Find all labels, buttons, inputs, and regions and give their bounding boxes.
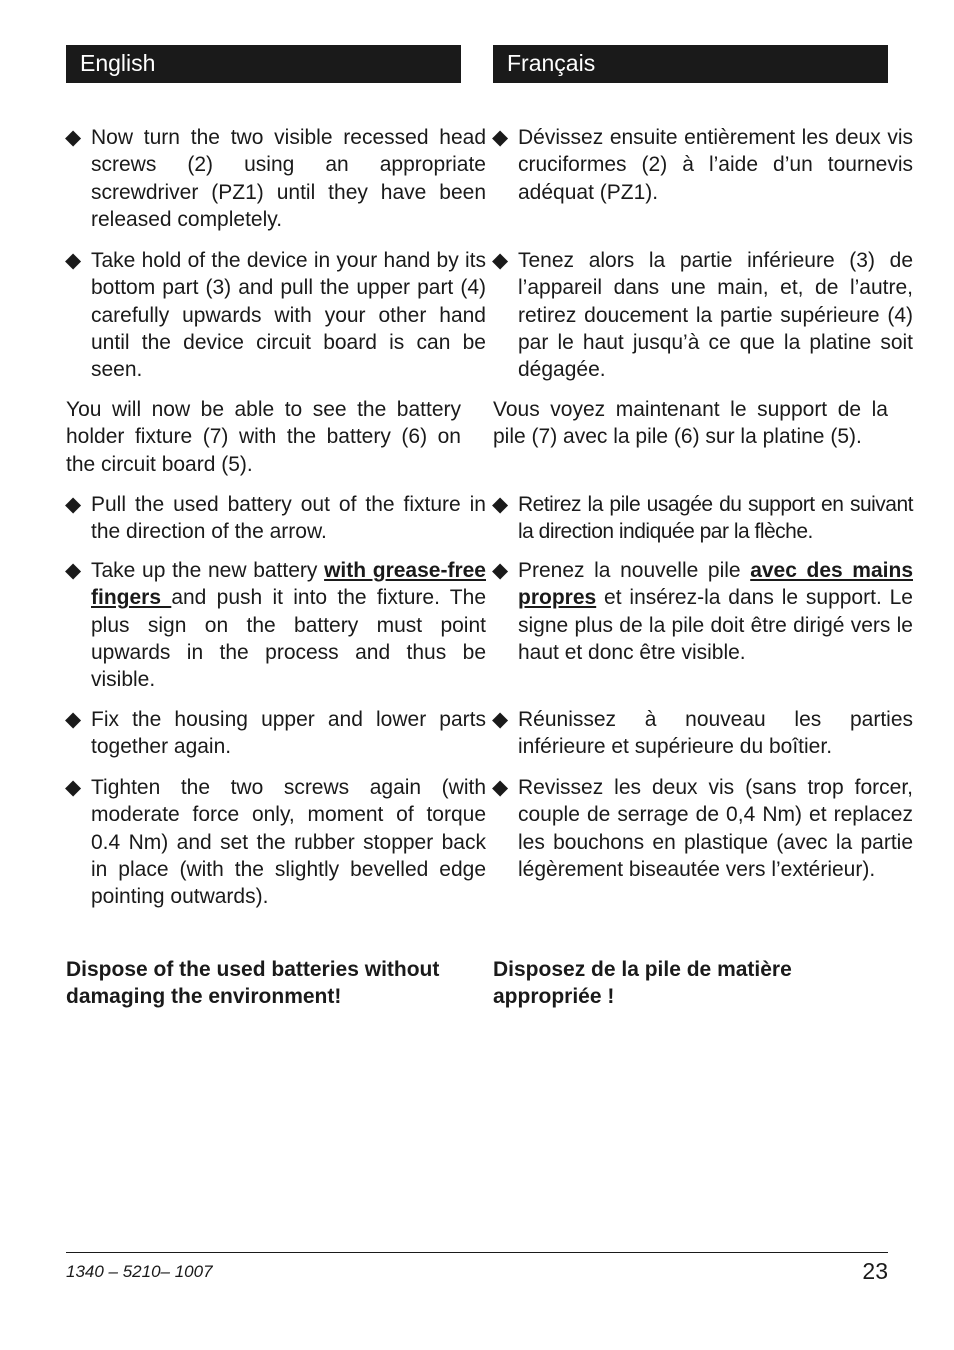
english-disposal-warning: Dispose of the used batteries without damaging the environment! <box>66 958 440 1009</box>
english-step-open-text: Take hold of the device in your hand by its bottom part (3) and pull the upper part (4) carefully upwards with your other hand until the device circuit board is can be seen. <box>91 249 486 382</box>
english-step-fix-housing <box>66 706 486 761</box>
french-column <box>492 45 913 1009</box>
footer-divider <box>66 1252 888 1253</box>
diamond-bullet-icon: ◆ <box>492 249 509 272</box>
french-step-fix-housing-text: Réunissez à nouveau les parties inférieure et supérieure du boîtier. <box>518 708 913 759</box>
french-disposal-warning: Disposez de la pile de matière appropriée ! <box>493 958 792 1009</box>
english-step-insert-post: and push it into the fixture. The plus sign on the battery must point upwards in the process and thus be visible. <box>91 586 486 692</box>
english-step-tighten-text: Tighten the two screws again (with moderate force only, moment of torque 0.4 Nm) and set the rubber stopper back in place (with the slightly bevelled edge pointing outwards). <box>91 776 486 909</box>
french-step-tighten <box>493 774 913 883</box>
english-header: English <box>66 45 461 83</box>
french-header: Français <box>493 45 888 83</box>
french-step-remove <box>493 491 913 546</box>
english-step-fix-housing-text: Fix the housing upper and lower parts together again. <box>91 708 486 759</box>
english-grease-free-emphasis: with grease-free fingers <box>91 559 486 610</box>
french-step-tighten-text: Revissez les deux vis (sans trop forcer, couple de serrage de 0,4 Nm) et replacez les bouchons en plastique (avec la partie légèrement biseautée vers l’extérieur). <box>518 776 913 881</box>
french-step-insert-post: et insérez-la dans le support. Le signe plus de la pile doit être dirigé vers le haut et donc être visible. <box>518 586 913 664</box>
english-step-insert <box>66 557 486 693</box>
english-step-tighten <box>66 774 486 910</box>
french-step-unscrew-text: Dévissez ensuite entièrement les deux vis cruciformes (2) à l’aide d’un tournevis adéquat (PZ1). <box>518 126 913 204</box>
diamond-bullet-icon: ◆ <box>65 493 82 516</box>
french-step-remove-text: Retirez la pile usagée du support en suivant la direction indiquée par la flèche. <box>518 493 913 544</box>
english-info-paragraph: You will now be able to see the battery holder fixture (7) with the battery (6) on the circuit board (5). <box>66 398 461 476</box>
english-step-remove-text: Pull the used battery out of the fixture in the direction of the arrow. <box>91 493 486 544</box>
page-number: 23 <box>862 1258 888 1284</box>
english-step-unscrew-text: Now turn the two visible recessed head screws (2) using an appropriate screwdriver (PZ1) until they have been released completely. <box>91 126 486 231</box>
english-step-unscrew <box>66 124 486 233</box>
diamond-bullet-icon: ◆ <box>65 559 82 582</box>
document-code: 1340 – 5210– 1007 <box>66 1262 213 1281</box>
french-step-unscrew <box>493 124 913 206</box>
english-step-insert-pre: Take up the new battery <box>91 559 325 582</box>
diamond-bullet-icon: ◆ <box>492 776 509 799</box>
diamond-bullet-icon: ◆ <box>65 126 82 149</box>
diamond-bullet-icon: ◆ <box>492 493 508 516</box>
diamond-bullet-icon: ◆ <box>492 126 509 149</box>
english-step-open <box>66 247 486 383</box>
diamond-bullet-icon: ◆ <box>65 249 82 272</box>
french-info-paragraph: Vous voyez maintenant le support de la pile (7) avec la pile (6) sur la platine (5). <box>493 398 888 449</box>
diamond-bullet-icon: ◆ <box>65 776 82 799</box>
french-step-insert <box>493 557 913 666</box>
french-step-insert-pre: Prenez la nouvelle pile <box>518 559 751 582</box>
french-step-open <box>493 247 913 383</box>
french-step-open-text: Tenez alors la partie inférieure (3) de l’appareil dans une main, et, de l’autre, retirez doucement la partie supérieure (4) par le haut jusqu’à ce que la platine soit dégagée. <box>518 249 913 382</box>
french-clean-hands-emphasis: avec des mains propres <box>518 559 913 610</box>
diamond-bullet-icon: ◆ <box>65 708 82 731</box>
english-column <box>65 45 486 1009</box>
french-step-fix-housing <box>493 706 913 761</box>
diamond-bullet-icon: ◆ <box>492 708 509 731</box>
diamond-bullet-icon: ◆ <box>492 559 509 582</box>
english-step-remove <box>66 491 486 546</box>
